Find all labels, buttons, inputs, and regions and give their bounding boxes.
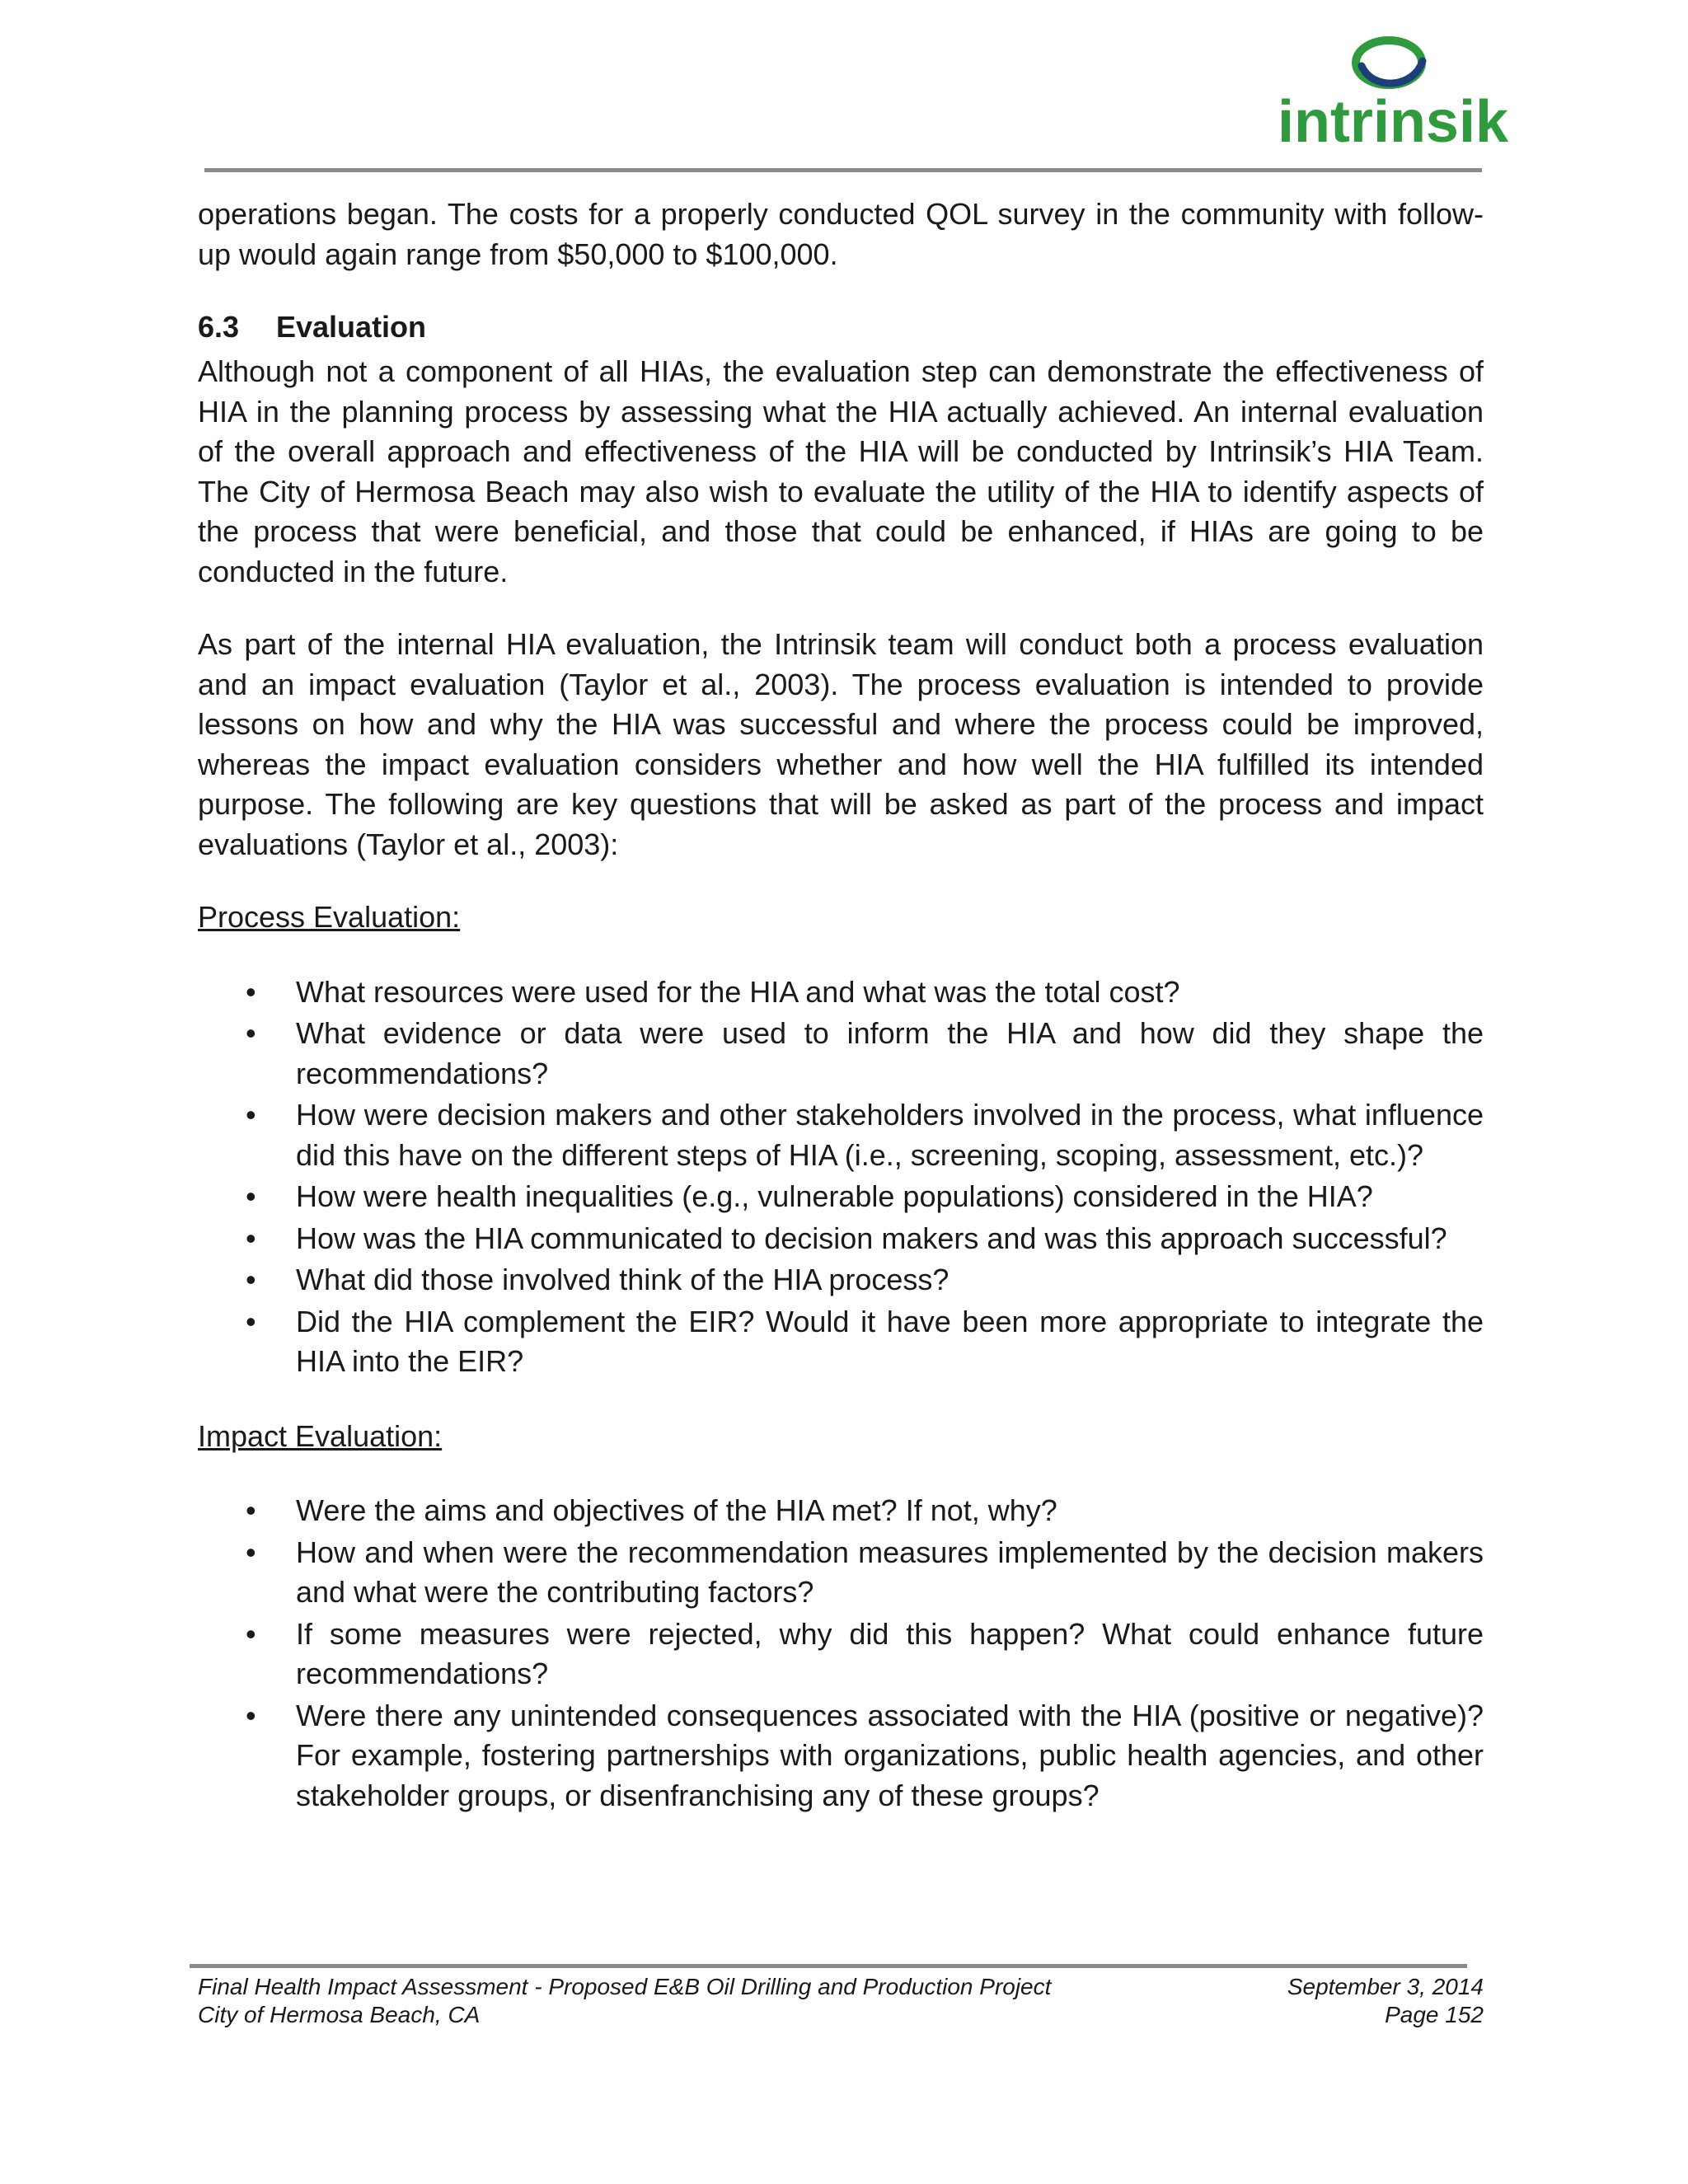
list-item-text: How and when were the recommendation measures implemented by the decision makers and what were the contributing factors? [296, 1535, 1484, 1609]
list-item-text: How were decision makers and other stakeholders involved in the process, what influence did this have on the different steps of HIA (i.e., screening, scoping, assessment, etc.)? [296, 1098, 1484, 1172]
list-item-text: Did the HIA complement the EIR? Would it have been more appropriate to integrate the HIA into the EIR? [296, 1304, 1484, 1378]
bullet-icon: • [246, 1698, 256, 1732]
list-item [198, 1177, 1484, 1217]
bullet-icon: • [246, 1616, 256, 1651]
list-item-text: How was the HIA communicated to decision makers and was this approach successful? [296, 1221, 1447, 1255]
bullet-icon: • [246, 1493, 256, 1527]
page-body [198, 194, 1484, 1850]
bullet-icon: • [246, 1179, 256, 1213]
list-item [198, 1219, 1484, 1259]
bullet-icon: • [246, 1016, 256, 1050]
footer-location: City of Hermosa Beach, CA [198, 2002, 481, 2027]
list-item-text: How were health inequalities (e.g., vulnerable populations) considered in the HIA? [296, 1179, 1373, 1213]
list-item-text: What did those involved think of the HIA process? [296, 1263, 950, 1296]
bullet-icon: • [246, 1098, 256, 1132]
footer-page-number: Page 152 [1385, 2002, 1484, 2027]
header-divider [204, 168, 1482, 172]
paragraph-evaluation-overview: Although not a component of all HIAs, the evaluation step can demonstrate the effectiveness of HIA in the planning process by assessing what the HIA actually achieved. An internal evaluation of the overall approach and effectiveness of the HIA will be conducted by Intrinsik’s HIA Team. The City of Hermosa Beach may also wish to evaluate the utility of the HIA to identify aspects of the process that were beneficial, and those that could be enhanced, if HIAs are going to be conducted in the future. [198, 354, 1484, 588]
list-item [198, 1095, 1484, 1175]
section-title: Evaluation [276, 310, 427, 344]
list-item [198, 1491, 1484, 1531]
list-item [198, 1696, 1484, 1816]
section-heading [198, 307, 1484, 347]
page-footer [198, 1973, 1484, 2029]
paragraph-internal-evaluation: As part of the internal HIA evaluation, the Intrinsik team will conduct both a process evaluation and an impact evaluation (Taylor et al., 2003). The process evaluation is intended to provide lessons on how and why the HIA was successful and where the process could be improved, whereas the impact evaluation considers whether and how well the HIA fulfilled its intended purpose. The following are key questions that will be asked as part of the process and impact evaluations (Taylor et al., 2003): [198, 627, 1484, 861]
list-item [198, 972, 1484, 1013]
impact-evaluation-heading: Impact Evaluation: [198, 1418, 443, 1453]
list-item [198, 1615, 1484, 1694]
list-item-text: Were the aims and objectives of the HIA met? If not, why? [296, 1493, 1057, 1527]
list-item [198, 1302, 1484, 1382]
list-item [198, 1014, 1484, 1094]
list-item-text: What resources were used for the HIA and what was the total cost? [296, 974, 1180, 1009]
list-item [198, 1533, 1484, 1613]
process-evaluation-list [198, 972, 1484, 1382]
intrinsik-logo [1269, 31, 1517, 155]
list-item-text: What evidence or data were used to inform the HIA and how did they shape the recommendations? [296, 1016, 1484, 1090]
logo-wordmark: intrinsik [1277, 89, 1509, 155]
intrinsik-logo-graphic [1269, 31, 1517, 155]
footer-document-title: Final Health Impact Assessment - Proposed E&B Oil Drilling and Production Project [198, 1974, 1052, 1999]
list-item-text: If some measures were rejected, why did this happen? What could enhance future recommendations? [296, 1616, 1484, 1690]
bullet-icon: • [246, 1221, 256, 1255]
bullet-icon: • [246, 1535, 256, 1569]
bullet-icon: • [246, 1304, 256, 1338]
intro-paragraph: operations began. The costs for a properly conducted QOL survey in the community with follow-up would again range from $50,000 to $100,000. [198, 197, 1484, 271]
list-item-text: Were there any unintended consequences associated with the HIA (positive or negative)? For example, fostering partnerships with organizations, public health agencies, and other stakeholder groups, or disenfranchising any of these groups? [296, 1698, 1484, 1812]
impact-evaluation-list [198, 1491, 1484, 1816]
footer-divider [190, 1964, 1467, 1968]
section-number: 6.3 [198, 310, 240, 344]
process-evaluation-heading: Process Evaluation: [198, 900, 461, 934]
bullet-icon: • [246, 974, 256, 1009]
footer-date: September 3, 2014 [1287, 1974, 1484, 1999]
list-item [198, 1260, 1484, 1301]
bullet-icon: • [246, 1263, 256, 1296]
